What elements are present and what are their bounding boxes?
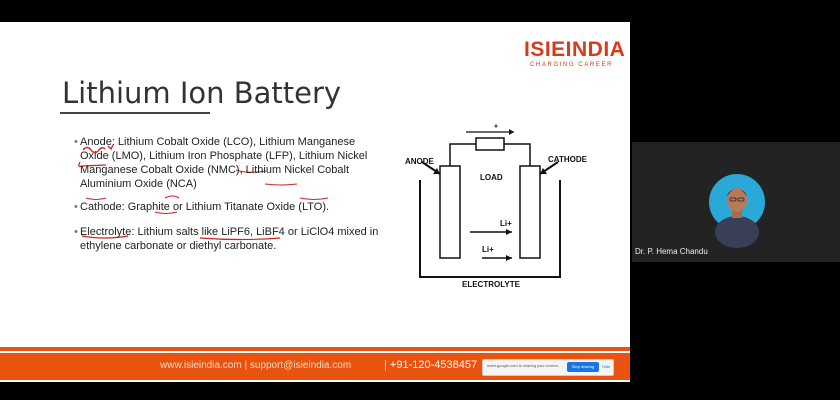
stop-sharing-button[interactable]: Stop sharing [567, 362, 599, 372]
bullet-dot: • [74, 136, 78, 148]
cathode-label: CATHODE [548, 155, 587, 164]
bullet-dot: • [74, 201, 78, 213]
electrolyte-label: ELECTROLYTE [462, 280, 520, 289]
participant-name: Dr. P. Hema Chandu [635, 247, 708, 256]
footer-phone: | +91-120-4538457 [384, 359, 478, 371]
anode-label: ANODE [405, 157, 434, 166]
slide-footer [0, 353, 630, 380]
person-icon [709, 174, 765, 230]
footer-stripe [0, 347, 630, 351]
cathode-text: : Graphite or Lithium Titanate Oxide (LTO). [121, 201, 330, 213]
hide-button[interactable]: Hide [602, 364, 611, 369]
cathode-term: Cathode [80, 201, 122, 213]
ion-label-lower: Li+ [482, 245, 494, 254]
screen-share-bar [482, 359, 614, 376]
load-resistor [476, 138, 504, 150]
anode-electrode [440, 166, 460, 258]
electrolyte-text: Electrolyte: Lithium salts like LiPF6, LiBF4 or LiClO4 mixed in ethylene carbonate or diethyl carbonate. [80, 226, 379, 252]
bullet-cathode [74, 200, 380, 214]
logo-brand: ISIEINDIA [524, 38, 626, 61]
bullet-electrolyte [74, 225, 380, 253]
participant-avatar [709, 174, 765, 230]
bullet-dot: • [74, 226, 78, 238]
anode-text: : Lithium Cobalt Oxide (LCO), Lithium Manganese Oxide (LMO), Lithium Iron Phosphate (LFP), Lithium Nickel Manganese Cobalt Oxide (NMC), Lithium Nickel Cobalt Aluminium Oxide (NCA) [80, 136, 368, 190]
presentation-slide [0, 22, 630, 382]
cathode-electrode [520, 166, 540, 258]
slide-title: Lithium Ion Battery [62, 76, 342, 110]
battery-diagram [400, 122, 587, 289]
share-message: meet.google.com is sharing your screen. [487, 363, 560, 368]
bullet-anode [74, 135, 380, 191]
ion-label-upper: Li+ [500, 219, 512, 228]
participant-video-tile[interactable] [632, 142, 840, 262]
load-label: LOAD [480, 173, 503, 182]
anode-term: Anode [80, 136, 112, 148]
logo-tagline: CHARGING CAREER [530, 62, 614, 68]
footer-links: www.isieindia.com | support@isieindia.com [160, 360, 352, 371]
